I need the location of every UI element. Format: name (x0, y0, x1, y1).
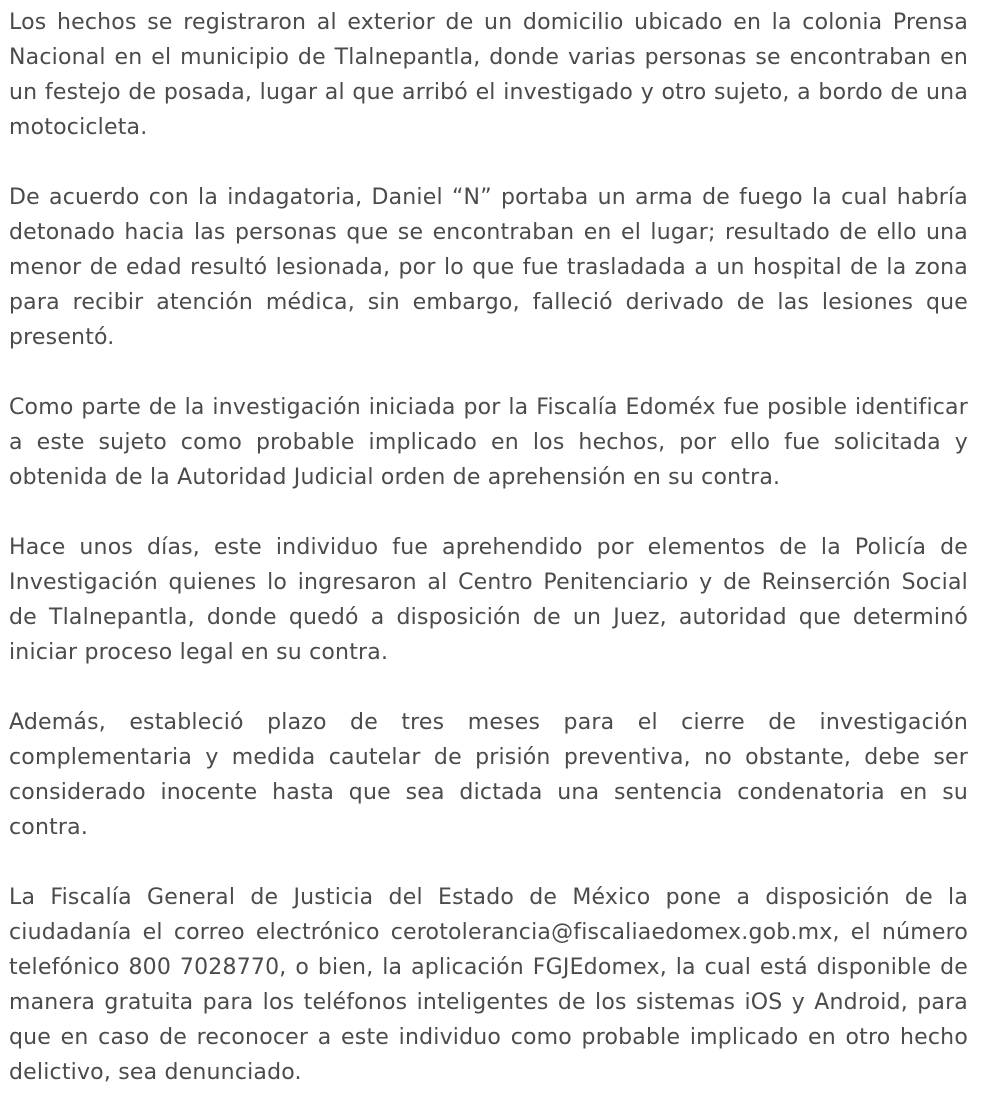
paragraph-apprehension: Hace unos días, este individuo fue aprehendido por elementos de la Policía de Investigación quienes lo ingresaron al Centro Penitenciario y de Reinserción Social de Tlalnepantla, donde quedó a disposición de un Juez, autoridad que determinó iniciar proceso legal en su contra. (9, 535, 968, 665)
paragraph-legal-process: Además, estableció plazo de tres meses para el cierre de investigación complementaria y medida cautelar de prisión preventiva, no obstante, debe ser considerado inocente hasta que sea dictada una sentencia condenatoria en su contra. (9, 710, 968, 840)
paragraph-suspect-identification: Como parte de la investigación iniciada por la Fiscalía Edoméx fue posible identificar a este sujeto como probable implicado en los hechos, por ello fue solicitada y obtenida de la Autoridad Judicial orden de aprehensión en su contra. (9, 395, 968, 490)
paragraph-contact-info: La Fiscalía General de Justicia del Estado de México pone a disposición de la ciudadanía el correo electrónico cerotolerancia@fiscaliaedomex.gob.mx, el número telefónico 800 7028770, o bien, la aplicación FGJEdomex, la cual está disponible de manera gratuita para los teléfonos inteligentes de los sistemas iOS y Android, para que en caso de reconocer a este individuo como probable implicado en otro hecho delictivo, sea denunciado. (9, 885, 968, 1085)
paragraph-incident-location: Los hechos se registraron al exterior de un domicilio ubicado en la colonia Prensa Nacional en el municipio de Tlalnepantla, donde varias personas se encontraban en un festejo de posada, lugar al que arribó el investigado y otro sujeto, a bordo de una motocicleta. (9, 10, 968, 140)
paragraph-investigation-details: De acuerdo con la indagatoria, Daniel “N” portaba un arma de fuego la cual habría detonado hacia las personas que se encontraban en el lugar; resultado de ello una menor de edad resultó lesionada, por lo que fue trasladada a un hospital de la zona para recibir atención médica, sin embargo, falleció derivado de las lesiones que presentó. (9, 185, 968, 350)
